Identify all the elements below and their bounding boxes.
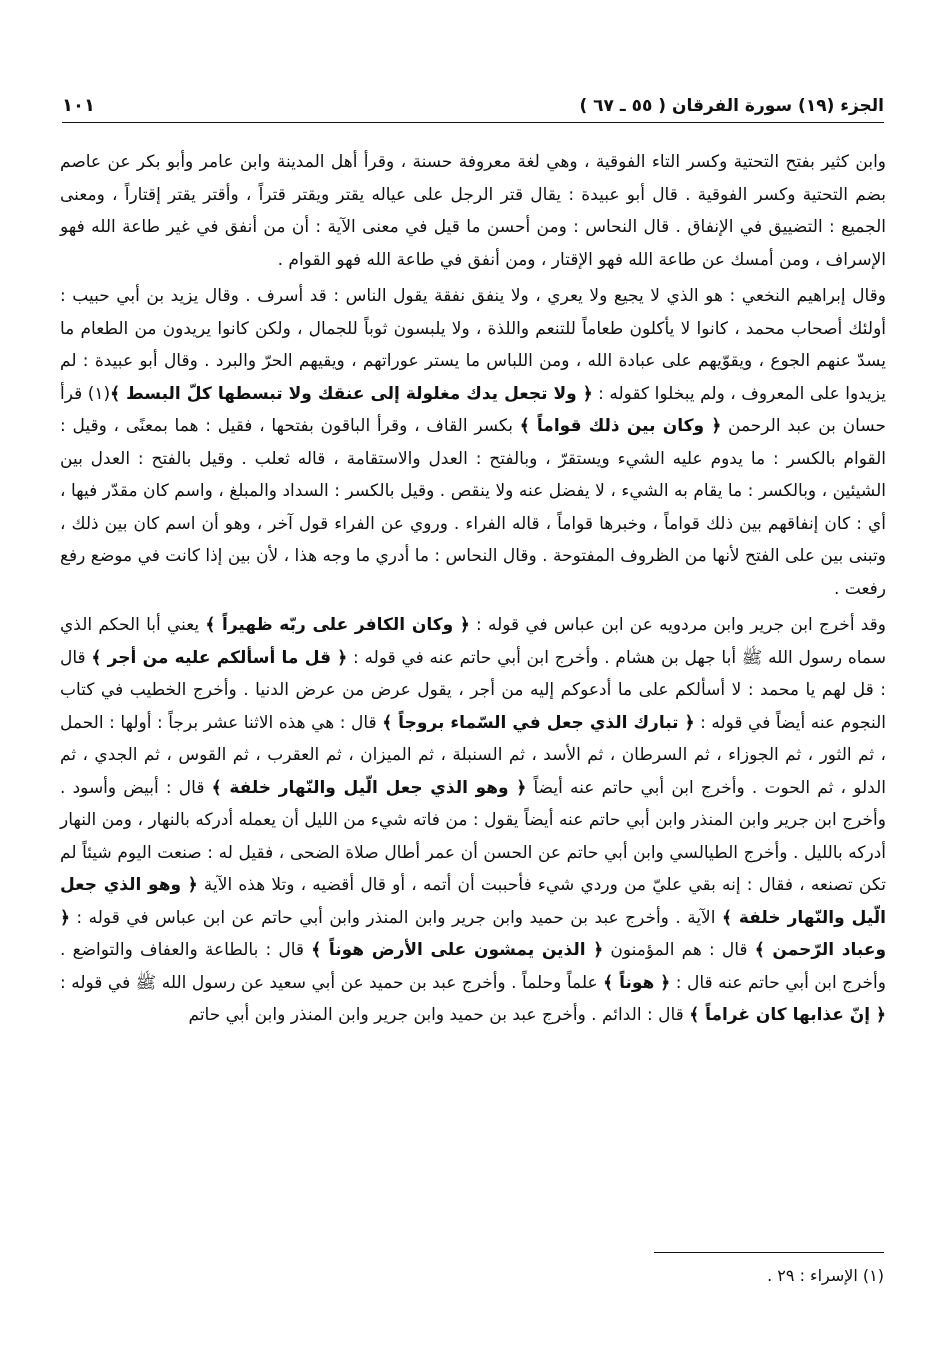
text-segment: قال : بالطاعة والعفاف والتواضع . وأخرج ابن أبي حاتم عنه قال : — [60, 940, 886, 993]
text-segment: بكسر القاف ، وقرأ الباقون بفتحها ، فقيل : هما بمعنًى ، وقيل : القوام بالكسر : ما يدوم عليه الشيء ويستقرّ ، وبالفتح : العدل والاستقامة ، قاله ثعلب . وقيل بالفتح : العدل بين الشيئين ، وبالكسر : ما يقام به الشيء ، لا يفضل عنه ولا ينقص . وقيل بالكسر : السداد والمبلغ ، واسم كان مقدّر فيها ، أي : كان إنفاقهم بين ذلك قواماً ، وخبرها قواماً ، قاله الفراء . وروي عن الفراء قول آخر ، وهو أن اسم كان بين ذلك ، وتبنى بين على الفتح لأنها من الظروف المفتوحة . وقال النحاس : ما أدري ما وجه هذا ، لأن بين إذا كانت في موضع رفع رفعت . — [60, 416, 886, 599]
quran-verse: ﴿ وهو الذي جعل الّيل والنّهار خلفة ﴾ — [211, 777, 527, 798]
text-segment: قال : أبيض وأسود . وأخرج ابن جرير وابن المنذر وابن أبي حاتم عنه أيضاً يقول : من فاته شيء من الليل أن يعمله أدركه بالنهار ، ومن النهار أدركه بالليل . وأخرج الطيالسي وابن أبي حاتم عن الحسن أن عمر أطال صلاة الضحى ، فقيل له : صنعت اليوم شيئاً لم تكن تصنعه ، فقال : إنه بقي عليّ من وردي شيء فأحببت أن أتمه ، أو قال أقضيه ، وتلا هذه الآية — [60, 777, 886, 895]
quran-verse: ﴿ الذين يمشون على الأرض هوناً ﴾ — [311, 940, 604, 960]
text-segment: علماً وحلماً . وأخرج عبد بن حميد عن أبي سعيد عن رسول الله ﷺ في قوله : — [60, 972, 604, 993]
text-segment: قال : الدائم . وأخرج عبد بن حميد وابن جرير وابن المنذر وابن أبي حاتم — [188, 1005, 690, 1025]
quran-verse: ﴿ وكان الكافر على ربّه ظهيراً ﴾ — [205, 615, 470, 635]
quran-verse: ﴿ وهو الذي جعل الّيل والنّهار خلفة ﴾ — [60, 875, 886, 928]
footnote-divider — [654, 1252, 884, 1253]
quran-verse: ﴿ هوناً ﴾ — [603, 972, 671, 993]
page-number: ١٠١ — [62, 95, 95, 116]
quran-verse: ﴿ تبارك الذي جعل في السّماء بروجاً ﴾ — [382, 712, 695, 733]
paragraph — [60, 280, 886, 605]
quran-verse: ﴿ قل ما أسألكم عليه من أجر ﴾ — [91, 647, 348, 668]
quran-verse: ﴿ ولا تجعل يدك مغلولة إلى عنقك ولا تبسطها كلّ البسط ﴾ — [110, 383, 593, 404]
text-segment: الآية . وأخرج عبد بن حميد وابن جرير وابن المنذر وابن أبي حاتم عن ابن عباس في قوله : — [69, 907, 722, 928]
paragraph — [60, 609, 886, 1032]
running-title: الجزء (١٩) سورة الفرقان ( ٥٥ ـ ٦٧ ) — [579, 96, 884, 116]
text-segment: قال : هم المؤمنون — [603, 940, 755, 960]
quran-verse: ﴿ إنّ عذابها كان غراماً ﴾ — [689, 1005, 886, 1025]
text-segment: يعني أبا الحكم الذي سماه رسول الله ﷺ أبا جهل بن هشام . وأخرج ابن أبي حاتم عنه في قوله : — [60, 615, 887, 668]
body-text — [60, 146, 886, 1032]
text-segment: وابن كثير بفتح التحتية وكسر التاء الفوقية ، وهي لغة معروفة حسنة ، وقرأ أهل المدينة وابن عامر وأبو بكر عن عاصم بضم التحتية وكسر الفوقية . قال أبو عبيدة : يقال قتر الرجل على عياله يقتر ويقتر قتراً ، وأقتر يقتر إقتاراً ، ومعنى الجميع : التضييق في الإنفاق . قال النحاس : ومن أحسن ما قيل في معنى الآية : أن من أنفق في غير طاعة الله فهو الإسراف ، ومن أمسك عن طاعة الله فهو الإقتار ، ومن أنفق في طاعة الله فهو القوام . — [60, 152, 886, 270]
text-segment: وقال إبراهيم النخعي : هو الذي لا يجيع ولا يعري ، ولا ينفق نفقة يقول الناس : قد أسرف . وقال يزيد بن أبي حبيب : أولئك أصحاب محمد ، كانوا لا يأكلون طعاماً للتنعم واللذة ، ولا يلبسون ثوباً للجمال ، ولكن كانوا يريدون من الطعام ما يسدّ عنهم الجوع ، ويقوّيهم على عبادة الله ، ومن اللباس ما يستر عوراتهم ، ويقيهم الحرّ والبرد . وقال أبو عبيدة : لم يزيدوا على المعروف ، ولم يبخلوا كقوله : — [60, 286, 887, 404]
text-segment: قال : هي هذه الاثنا عشر برجاً : أولها : الحمل ، ثم الثور ، ثم الجوزاء ، ثم السرطان ، ثم الأسد ، ثم السنبلة ، ثم الميزان ، ثم العقرب ، ثم القوس ، ثم الجدي ، ثم الدلو ، ثم الحوت . وأخرج ابن أبي حاتم عنه أيضاً — [60, 712, 886, 798]
paragraph — [60, 146, 886, 276]
text-segment: وقد أخرج ابن جرير وابن مردويه عن ابن عباس في قوله : — [469, 615, 886, 635]
running-header — [62, 88, 884, 123]
quran-verse: ﴿ وعباد الرّحمن ﴾ — [60, 907, 887, 960]
text-segment: (١) قرأ حسان بن عبد الرحمن — [60, 383, 886, 436]
footnote: (١) الإسراء : ٢٩ . — [767, 1266, 884, 1285]
text-segment: قال : قل لهم يا محمد : لا أسألكم على ما أدعوكم إليه من أجر ، يقول عرض من عرض الدنيا . وأخرج الخطيب في كتاب النجوم عنه أيضاً في قوله : — [60, 647, 887, 733]
quran-verse: ﴿ وكان بين ذلك قواماً ﴾ — [519, 416, 722, 436]
